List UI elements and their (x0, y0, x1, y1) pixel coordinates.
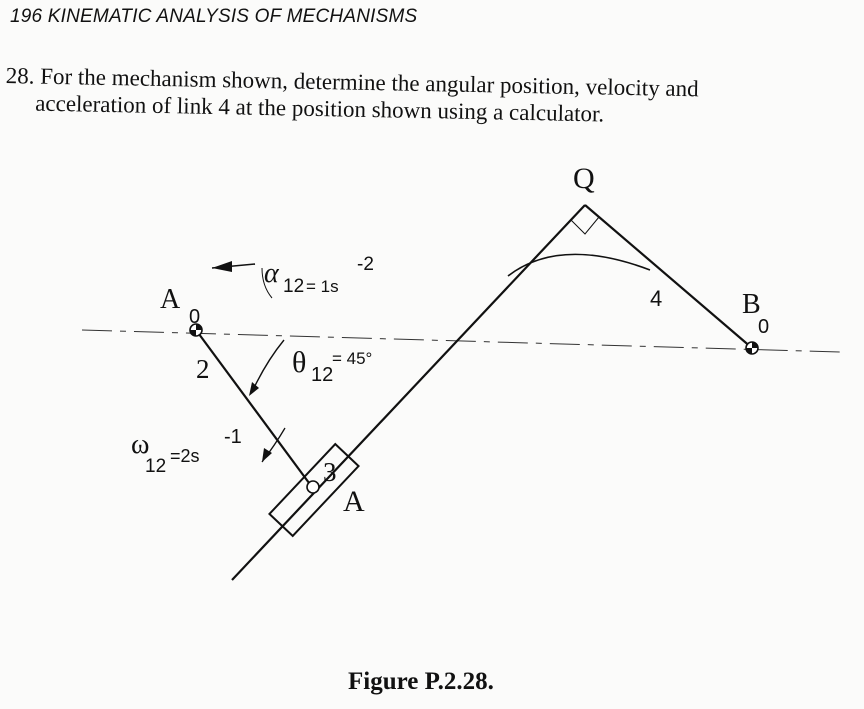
theta-arrowhead (249, 382, 259, 396)
alpha-exponent: -2 (357, 254, 374, 275)
label-link-2: 2 (196, 354, 210, 384)
omega-subscript: 12 (145, 456, 167, 477)
problem-line-2: acceleration of link 4 at the position shown using a calculator. (34, 90, 605, 127)
omega-exponent: -1 (224, 426, 242, 448)
alpha-value: = 1s (306, 277, 339, 296)
theta-subscript: 12 (311, 364, 334, 386)
alpha-arrowhead (212, 261, 232, 272)
theta-arc (252, 340, 284, 392)
figure-caption: Figure P.2.28. (348, 668, 494, 695)
pin-A (307, 481, 319, 493)
label-A0-sub: 0 (189, 306, 201, 328)
label-link-4: 4 (650, 286, 663, 311)
alpha-symbol: α (264, 258, 279, 289)
right-angle-marker (571, 217, 599, 234)
label-Q: Q (573, 162, 595, 195)
alpha-subscript: 12 (283, 276, 305, 297)
omega-value: =2s (170, 446, 200, 466)
problem-line-1: 28. For the mechanism shown, determine the angular position, velocity and (5, 62, 699, 102)
link-4-arm (585, 205, 752, 348)
theta-symbol: θ (292, 346, 307, 379)
label-B0: B (742, 289, 761, 320)
omega-symbol: ω (131, 429, 150, 460)
slider-rod (232, 205, 585, 580)
theta-value: = 45° (332, 349, 373, 368)
label-B0-sub: 0 (758, 316, 770, 338)
page-header: 196 KINEMATIC ANALYSIS OF MECHANISMS (10, 6, 418, 27)
label-A0: A (160, 284, 181, 315)
label-link-3: 3 (323, 457, 337, 487)
label-A: A (343, 485, 365, 518)
problem-number: 28. (5, 62, 35, 89)
ground-pivot-B0 (746, 342, 758, 354)
